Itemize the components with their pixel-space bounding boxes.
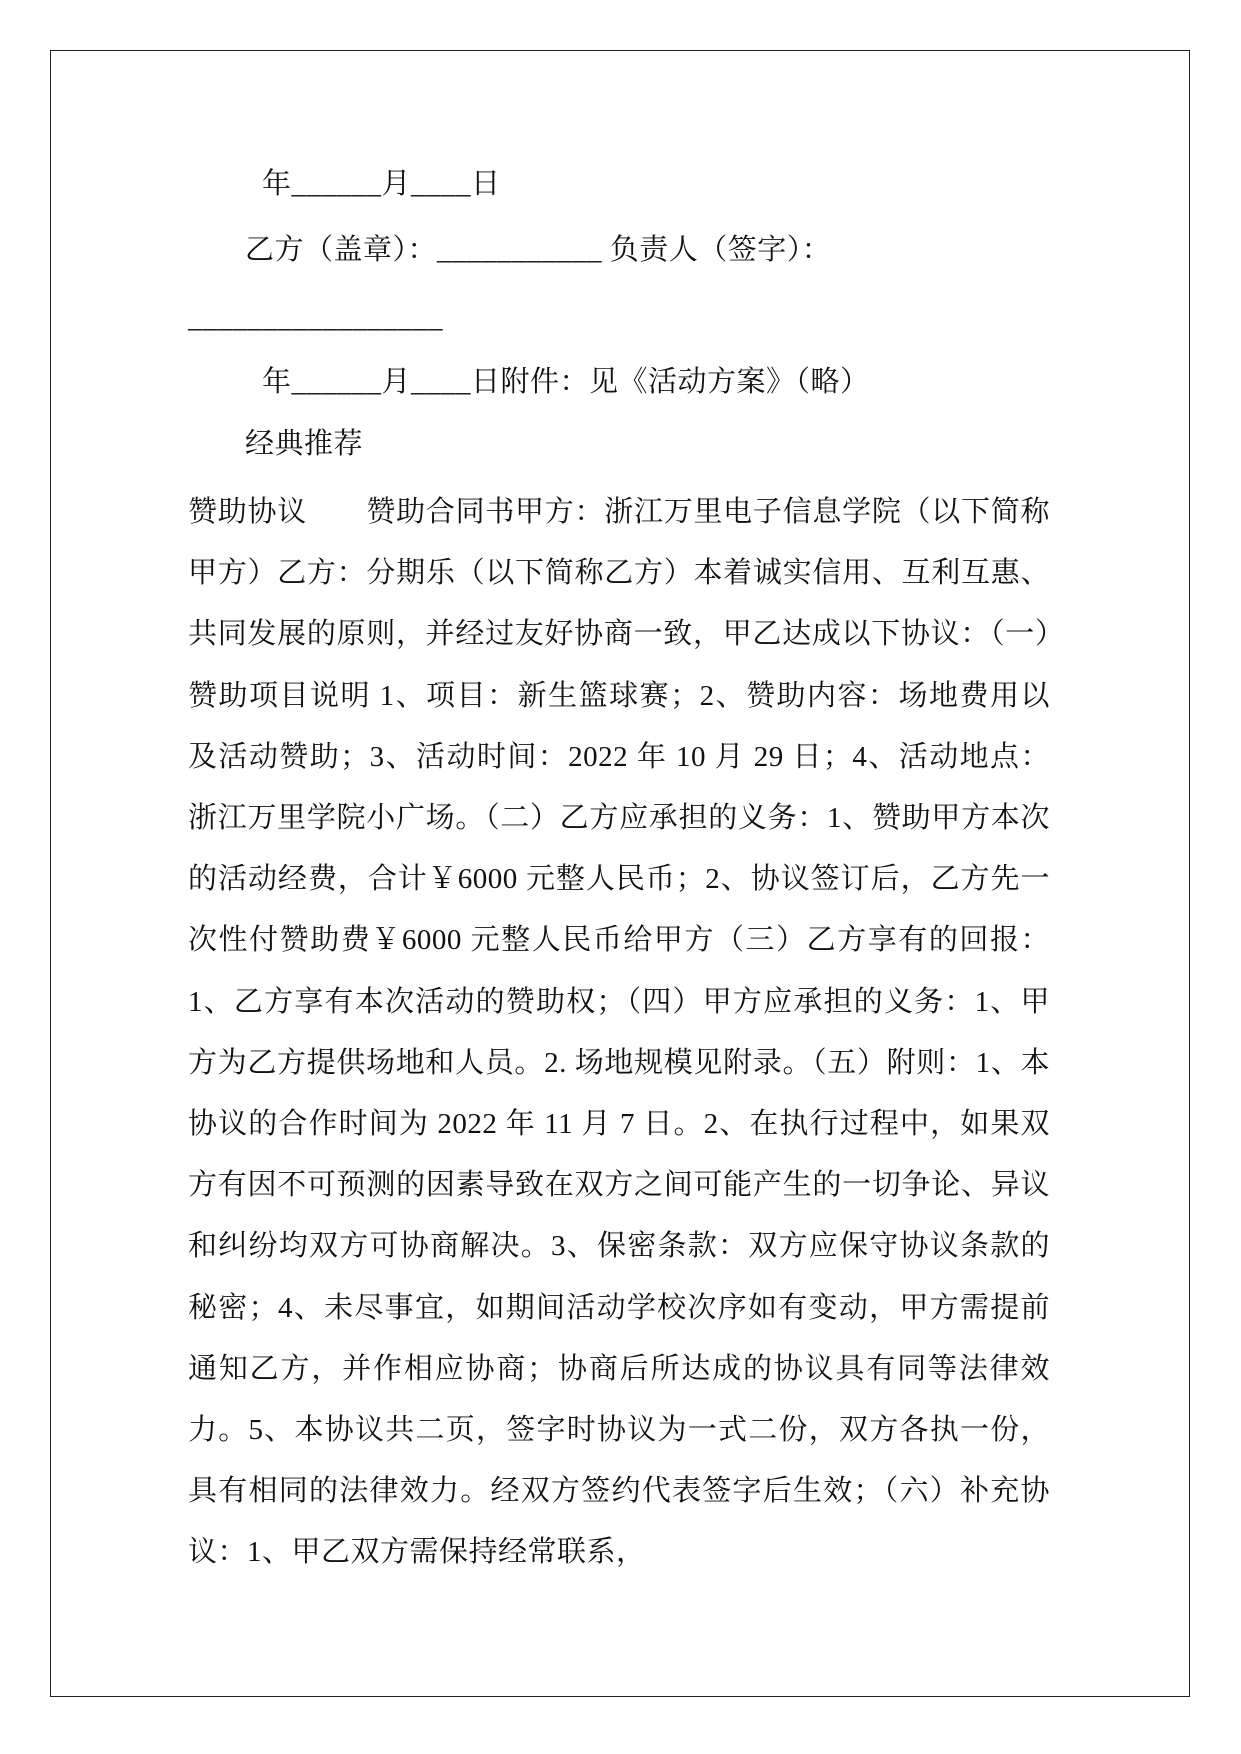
recommend-heading: 经典推荐 xyxy=(245,428,364,460)
date-line-2-attachment: 年______月____日附件：见《活动方案》（略） xyxy=(262,366,870,398)
sponsorship-agreement-body: 赞助协议 赞助合同书甲方：浙江万里电子信息学院（以下简称甲方）乙方：分期乐（以下简称乙方）本着诚实信用、互利互惠、共同发展的原则，并经过友好协商一致，甲乙达成以下协议：（一）赞助项目说明 1、项目：新生篮球赛；2、赞助内容：场地费用以及活动赞助；3、活动时间：2022 年 10 月 29 日；4、活动地点：浙江万里学院小广场。（二）乙方应承担的义务：1、赞助甲方本次的活动经费，合计￥6000 元整人民币；2、协议签订后，乙方先一次性付赞助费￥6000 元整人民币给甲方（三）乙方享有的回报：1、乙方享有本次活动的赞助权；（四）甲方应承担的义务：1、甲方为乙方提供场地和人员。2. 场地规模见附录。（五）附则：1、本协议的合作时间为 2022 年 11 月 7 日。2、在执行过程中，如果双方有因不可预测的因素导致在双方之间可能产生的一切争论、异议和纠纷均双方可协商解决。3、保密条款：双方应保守协议条款的秘密；4、未尽事宜，如期间活动学校次序如有变动，甲方需提前通知乙方，并作相应协商；协商后所达成的协议具有同等法律效力。5、本协议共二页，签字时协议为一式二份，双方各执一份，具有相同的法律效力。经双方签约代表签字后生效；（六）补充协议：1、甲乙双方需保持经常联系， xyxy=(188,496,1050,1569)
date-line-1: 年______月____日 xyxy=(262,168,501,200)
signature-underline: _________________ xyxy=(188,302,443,334)
party-b-signature-line: 乙方（盖章）：___________ 负责人（签字）： xyxy=(245,234,832,266)
